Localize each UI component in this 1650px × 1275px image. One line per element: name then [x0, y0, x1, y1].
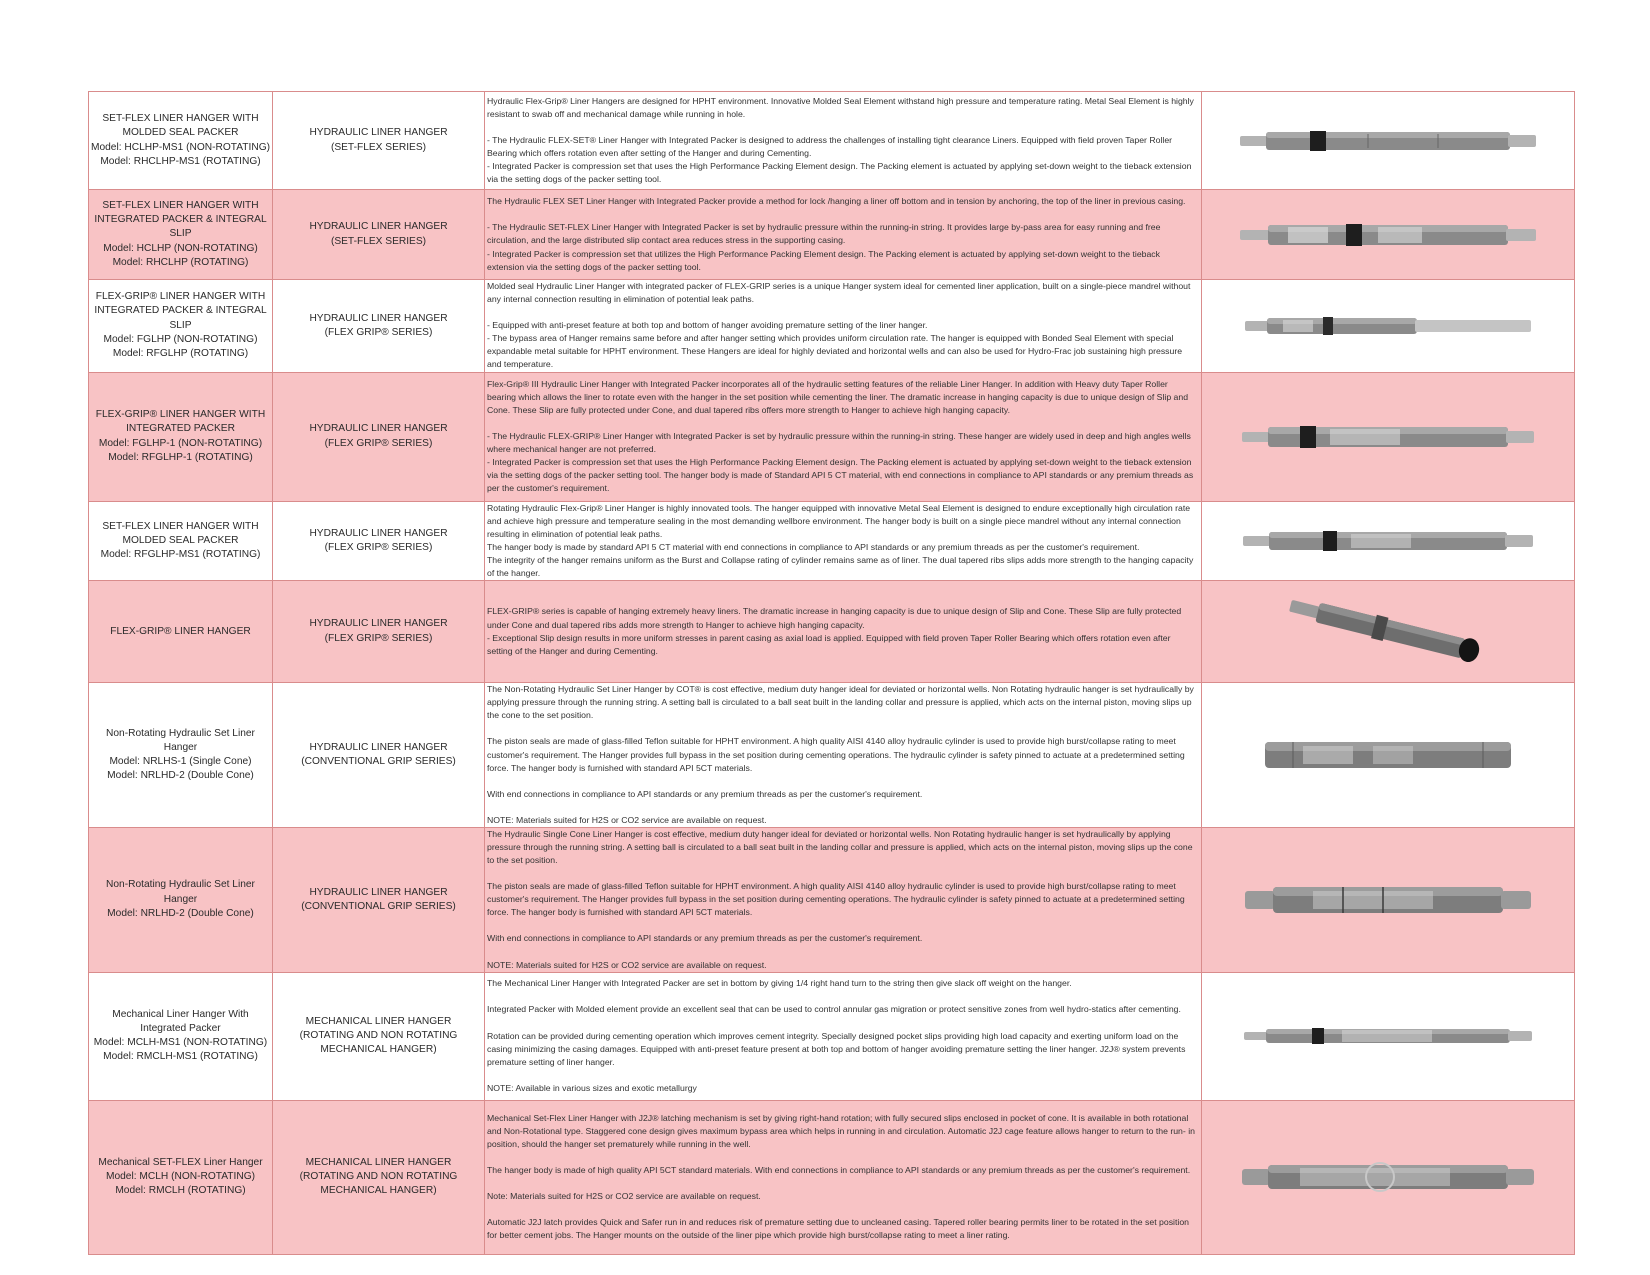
product-table: [88, 91, 1575, 1255]
table-row: [89, 92, 1575, 190]
product-name-cell: Non-Rotating Hydraulic Set Liner Hanger Model: NRLHD-2 (Double Cone): [89, 827, 273, 972]
product-name-cell: SET-FLEX LINER HANGER WITH MOLDED SEAL PACKER Model: HCLHP-MS1 (NON-ROTATING) Model: RHCLHP-MS1 (ROTATING): [89, 92, 273, 190]
product-name-cell: FLEX-GRIP® LINER HANGER: [89, 581, 273, 683]
liner-hanger-tool-icon: [1263, 738, 1513, 772]
product-category-cell: HYDRAULIC LINER HANGER (FLEX GRIP® SERIES): [273, 501, 485, 581]
liner-hanger-tool-icon: [1238, 221, 1538, 249]
liner-hanger-tool-icon: [1243, 314, 1533, 338]
product-category-cell: HYDRAULIC LINER HANGER (FLEX GRIP® SERIES): [273, 280, 485, 373]
product-name-cell: Non-Rotating Hydraulic Set Liner Hanger Model: NRLHS-1 (Single Cone) Model: NRLHD-2 (Double Cone): [89, 683, 273, 828]
product-category-cell: HYDRAULIC LINER HANGER (CONVENTIONAL GRIP SERIES): [273, 827, 485, 972]
product-description-cell: The Mechanical Liner Hanger with Integrated Packer are set in bottom by giving 1/4 right hand turn to the string then give slack off weight on the hanger. Integrated Packer with Molded element provide an excellent seal that can be used to control annular gas migration or protect sensitive zones from well hydro-statics after cementing. Rotation can be provided during cementing operation which improves cement integrity. Specially designed pocket slips providing high load capacity and exerting uniform load on the casing minimizing the casing damages. Equipped with anti-preset feature present at both top and bottom of hanger avoiding premature setting the liner hanger. J2J® system prevents premature setting of liner hanger. NOTE: Available in various sizes and exotic metallurgy: [485, 972, 1202, 1100]
product-image-cell: [1202, 972, 1575, 1100]
product-image-cell: [1202, 1100, 1575, 1254]
liner-hanger-tool-icon: [1240, 423, 1536, 451]
product-image-cell: [1202, 581, 1575, 683]
table-row: [89, 190, 1575, 280]
liner-hanger-tool-icon: [1240, 1157, 1536, 1197]
product-description-cell: FLEX-GRIP® series is capable of hanging extremely heavy liners. The dramatic increase in hanging capacity is due to unique design of Slip and Cone. These Slip are fully protected under Cone and dual tapered ribs adds more strength to Hanger to achieve high hanging capacity. - Exceptional Slip design results in more uniform stresses in parent casing as axial load is applied. Equipped with field proven Taper Roller Bearing which offers rotation even after setting of the Hanger and during Cementing.: [485, 581, 1202, 683]
product-description-cell: The Non-Rotating Hydraulic Set Liner Hanger by COT® is cost effective, medium duty hanger ideal for deviated or horizontal wells. Non Rotating hydraulic hanger is set hydraulically by applying pressure through the running string. A setting ball is circulated to a ball seat built in the landing collar and pressure is applied, which acts on the internal piston, moving slips up the cone to the set position. The piston seals are made of glass-filled Teflon suitable for HPHT environment. A high quality AISI 4140 alloy hydraulic cylinder is used to provide high burst/collapse rating to meet customer's requirement. The Hanger provides full bypass in the set position during cementing operations. The hydraulic cylinder is safety pinned to actuate at a predetermined setting force. The hanger body is furnished with standard API 5CT materials. With end connections in compliance to API standards or any premium threads as per the customer's requirement. NOTE: Materials suited for H2S or CO2 service are available on request.: [485, 683, 1202, 828]
product-category-cell: HYDRAULIC LINER HANGER (SET-FLEX SERIES): [273, 190, 485, 280]
liner-hanger-tool-icon: [1242, 1025, 1534, 1047]
table-row: [89, 972, 1575, 1100]
product-description-cell: Rotating Hydraulic Flex-Grip® Liner Hanger is highly innovated tools. The hanger equipped with innovative Metal Seal Element is designed to endure exceptionally high circulation rate and achieve high pressure and temperature sealing in the most demanding wellbore environment. The hanger body is built on a single piece mandrel without any internal connection resulting in elimination of potential leak paths. The hanger body is made by standard API 5 CT material with end connections in compliance to API standards or any premium threads as per the customer's requirement. The integrity of the hanger remains uniform as the Burst and Collapse rating of cylinder remains same as of liner. The dual tapered ribs slips adds more strength to the hanging capacity of the hanger.: [485, 501, 1202, 581]
product-image-cell: [1202, 280, 1575, 373]
product-category-cell: MECHANICAL LINER HANGER (ROTATING AND NON ROTATING MECHANICAL HANGER): [273, 1100, 485, 1254]
product-name-cell: SET-FLEX LINER HANGER WITH MOLDED SEAL PACKER Model: RFGLHP-MS1 (ROTATING): [89, 501, 273, 581]
product-name-cell: FLEX-GRIP® LINER HANGER WITH INTEGRATED PACKER Model: FGLHP-1 (NON-ROTATING) Model: RFGLHP-1 (ROTATING): [89, 372, 273, 501]
product-description-cell: Hydraulic Flex-Grip® Liner Hangers are designed for HPHT environment. Innovative Molded Seal Element withstand high pressure and temperature rating. Metal Seal Element is highly resistant to swab off and mechanical damage while running in hole. - The Hydraulic FLEX-SET® Liner Hanger with Integrated Packer is designed to address the challenges of installing tight clearance Liners. Equipped with field proven Taper Roller Bearing which offers rotation even after setting of the Hanger and during Cementing. - Integrated Packer is compression set that uses the High Performance Packing Element design. The Packing element is actuated by applying set-down weight to the tieback extension via the setting dogs of the packer setting tool.: [485, 92, 1202, 190]
product-description-cell: Molded seal Hydraulic Liner Hanger with integrated packer of FLEX-GRIP series is a unique Hanger system ideal for cemented liner application, built on a single-piece mandrel without any internal connection resulting in elimination of potential leak paths. - Equipped with anti-preset feature at both top and bottom of hanger avoiding premature setting of the liner hanger. - The bypass area of Hanger remains same before and after hanger setting which provides uniform circulation rate. The hanger is equipped with Bonded Seal Element with special expandable metal suitable for HPHT environment. These Hangers are ideal for highly deviated and horizontal wells and can also be used for Hydro-Frac job sustaining high pressure and temperature.: [485, 280, 1202, 373]
product-name-cell: SET-FLEX LINER HANGER WITH INTEGRATED PACKER & INTEGRAL SLIP Model: HCLHP (NON-ROTATING) Model: RHCLHP (ROTATING): [89, 190, 273, 280]
product-name-cell: FLEX-GRIP® LINER HANGER WITH INTEGRATED PACKER & INTEGRAL SLIP Model: FGLHP (NON-ROTATING) Model: RFGLHP (ROTATING): [89, 280, 273, 373]
product-category-cell: HYDRAULIC LINER HANGER (FLEX GRIP® SERIES): [273, 581, 485, 683]
product-description-cell: Flex-Grip® III Hydraulic Liner Hanger with Integrated Packer incorporates all of the hydraulic setting features of the reliable Liner Hanger. In addition with Heavy duty Taper Roller bearing which allows the liner to rotate even with the hanger in the set position while cementing the liner. The dramatic increase in hanging capacity is due to unique design of Slip and Cone. These Slip are fully protected under Cone, and dual tapered ribs offers more strength to Hanger to achieve high hanging capacity. - The Hydraulic FLEX-GRIP® Liner Hanger with Integrated Packer is set by hydraulic pressure within the running-in string. These hanger are widely used in deep and high angles wells where mechanical hanger are not preferred. - Integrated Packer is compression set that uses the High Performance Packing Element design. The Packing element is actuated by applying set-down weight to the tieback extension via the setting dogs of the packer setting tool. The hanger body is made of Standard API 5 CT material, with end connections in compliance to API standards or any premium threads as per the customer's requirement.: [485, 372, 1202, 501]
product-image-cell: [1202, 190, 1575, 280]
product-category-cell: HYDRAULIC LINER HANGER (FLEX GRIP® SERIES): [273, 372, 485, 501]
product-description-cell: The Hydraulic Single Cone Liner Hanger is cost effective, medium duty hanger ideal for deviated or horizontal wells. Non Rotating hydraulic hanger is set hydraulically by applying pressure through the running string. A setting ball is circulated to a ball seat built in the landing collar and pressure is applied, which acts on the internal piston, moving slips up the cone to the set position. The piston seals are made of glass-filled Teflon suitable for HPHT environment. A high quality AISI 4140 alloy hydraulic cylinder is used to provide high burst/collapse rating to meet customer's requirement. The Hanger provides full bypass in the set position during cementing operations. The hydraulic cylinder is safety pinned to actuate at a predetermined setting force. The hanger body is furnished with standard API 5CT materials. With end connections in compliance to API standards or any premium threads as per the customer's requirement. NOTE: Materials suited for H2S or CO2 service are available on request.: [485, 827, 1202, 972]
product-description-cell: The Hydraulic FLEX SET Liner Hanger with Integrated Packer provide a method for lock /hanging a liner off bottom and in tension by anchoring, the top of the liner in previous casing. - The Hydraulic SET-FLEX Liner Hanger with Integrated Packer is set by hydraulic pressure within the running-in string. It provides large by-pass area for easy running and free circulation, and the large distributed slip contact area reduces stress in the supporting casing. - Integrated Packer is compression set that utilizes the High Performance Packing Element design. The Packing element is actuated by applying set-down weight to the tieback extension via the setting dogs of the packer setting tool.: [485, 190, 1202, 280]
product-description-cell: Mechanical Set-Flex Liner Hanger with J2J® latching mechanism is set by giving right-hand rotation; with fully secured slips enclosed in pocket of cone. It is available in both rotational and Non-Rotational type. Staggered cone design gives maximum bypass area which helps in running in and circulation. Automatic J2J cage feature allows hanger to return to the run- in position, should the hanger set prematurely while running in the well. The hanger body is made of high quality API 5CT standard materials. With end connections in compliance to API standards or any premium threads as per the customer's requirement. Note: Materials suited for H2S or CO2 service are available on request. Automatic J2J latch provides Quick and Safer run in and reduces risk of premature setting due to uncleaned casing. Tapered roller bearing permits liner to be rotated in the set position for better cement jobs. The Hanger mounts on the outside of the liner pipe which provide high burst/collapse rating to meet a liner rating.: [485, 1100, 1202, 1254]
table-row: [89, 372, 1575, 501]
table-row: [89, 1100, 1575, 1254]
table-row: [89, 827, 1575, 972]
liner-hanger-tool-icon: [1241, 528, 1535, 554]
product-category-cell: MECHANICAL LINER HANGER (ROTATING AND NON ROTATING MECHANICAL HANGER): [273, 972, 485, 1100]
product-image-cell: [1202, 92, 1575, 190]
table-row: [89, 581, 1575, 683]
product-image-cell: [1202, 683, 1575, 828]
product-category-cell: HYDRAULIC LINER HANGER (SET-FLEX SERIES): [273, 92, 485, 190]
product-image-cell: [1202, 501, 1575, 581]
table-row: [89, 280, 1575, 373]
table-row: [89, 501, 1575, 581]
product-name-cell: Mechanical SET-FLEX Liner Hanger Model: MCLH (NON-ROTATING) Model: RMCLH (ROTATING): [89, 1100, 273, 1254]
product-category-cell: HYDRAULIC LINER HANGER (CONVENTIONAL GRIP SERIES): [273, 683, 485, 828]
liner-hanger-tool-icon: [1283, 600, 1493, 664]
table-row: [89, 683, 1575, 828]
product-name-cell: Mechanical Liner Hanger With Integrated Packer Model: MCLH-MS1 (NON-ROTATING) Model: RMCLH-MS1 (ROTATING): [89, 972, 273, 1100]
product-image-cell: [1202, 827, 1575, 972]
liner-hanger-tool-icon: [1243, 883, 1533, 917]
product-image-cell: [1202, 372, 1575, 501]
liner-hanger-tool-icon: [1238, 128, 1538, 154]
